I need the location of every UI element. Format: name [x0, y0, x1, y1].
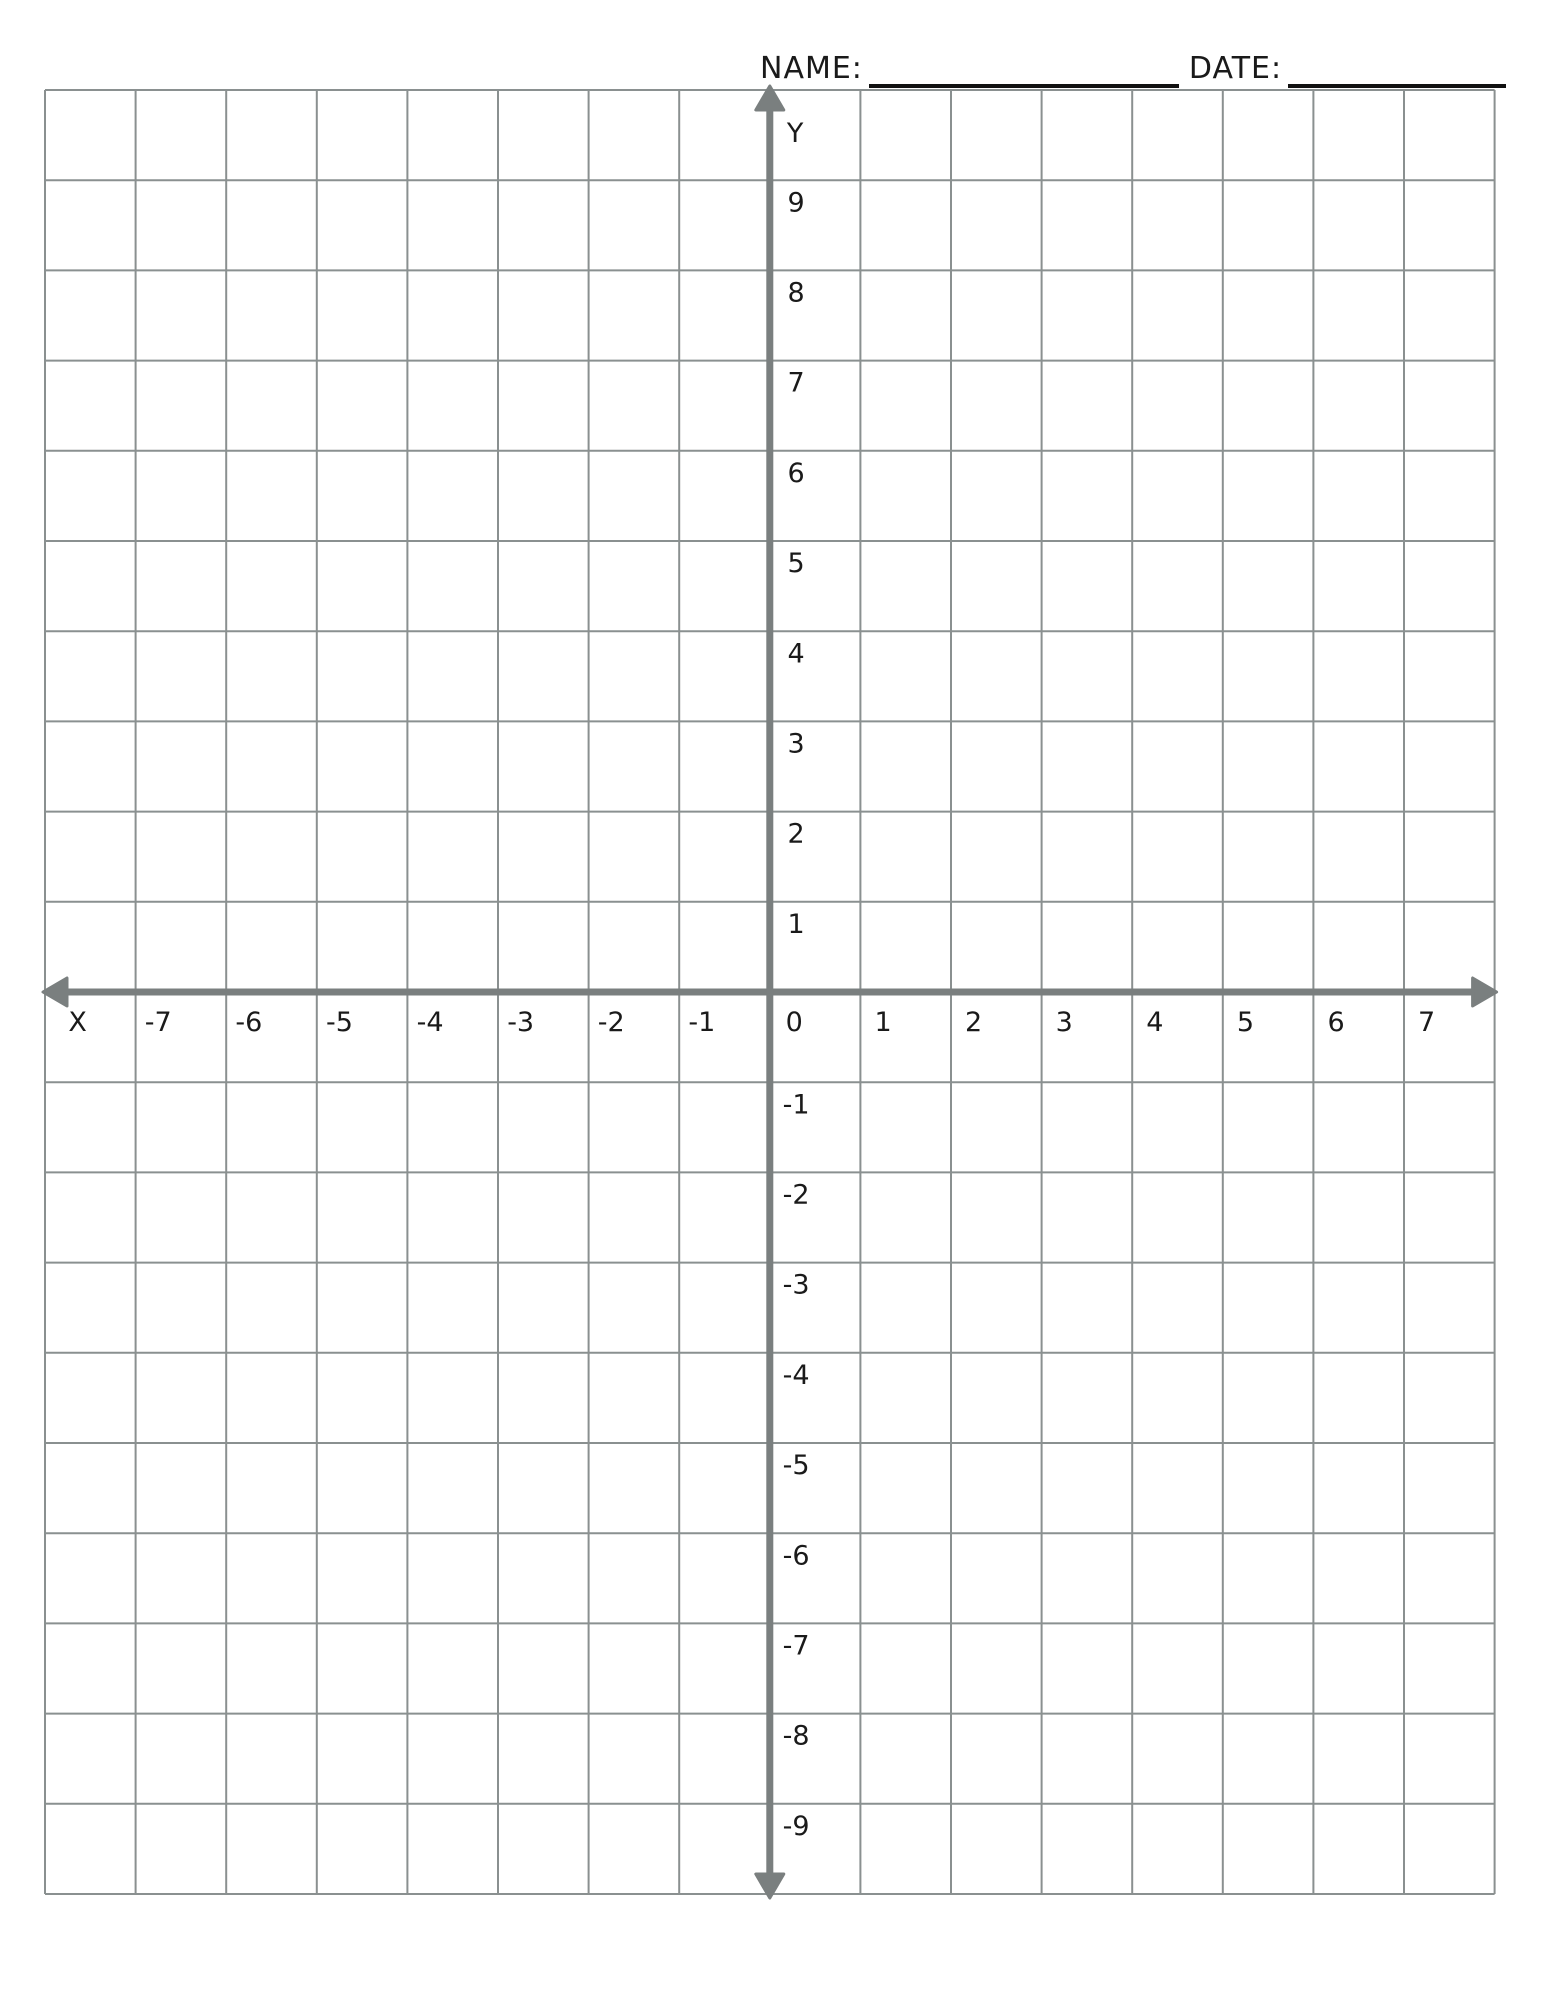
y-tick-label: 5: [787, 548, 805, 580]
x-tick-label-0: 0: [785, 1007, 803, 1039]
x-tick-label: -7: [144, 1007, 172, 1039]
y-tick-label: -9: [782, 1810, 810, 1842]
y-tick-label: 3: [787, 728, 805, 760]
x-tick-label: -2: [597, 1007, 625, 1039]
y-tick-label: 7: [787, 367, 805, 399]
x-tick-label: 5: [1236, 1007, 1255, 1039]
x-axis-title: X: [68, 1007, 87, 1039]
y-tick-label: -8: [782, 1720, 810, 1752]
y-tick-label: 2: [787, 818, 805, 850]
name-label: NAME:: [760, 51, 863, 86]
y-tick-label: 8: [787, 277, 805, 309]
x-tick-label: -4: [416, 1007, 444, 1039]
x-tick-label: -5: [325, 1007, 353, 1039]
x-tick-label: 4: [1146, 1007, 1164, 1039]
x-tick-label: 1: [874, 1007, 892, 1039]
y-tick-label: 6: [787, 457, 805, 489]
y-tick-label: -7: [782, 1630, 810, 1662]
x-tick-label: 7: [1418, 1007, 1436, 1039]
x-tick-label: -6: [235, 1007, 263, 1039]
x-tick-label: 6: [1327, 1007, 1345, 1039]
x-tick-label: 3: [1055, 1007, 1073, 1039]
x-tick-label: -3: [507, 1007, 535, 1039]
axis-labels: [68, 118, 1435, 1842]
x-tick-label: -1: [688, 1007, 716, 1039]
x-axis-left-arrow: [43, 978, 67, 1006]
date-label: DATE:: [1188, 51, 1283, 86]
y-tick-label: -2: [782, 1179, 810, 1211]
x-tick-label: 2: [965, 1007, 983, 1039]
y-tick-label: 4: [787, 638, 805, 670]
y-tick-label: -6: [782, 1540, 810, 1572]
x-axis-right-arrow: [1473, 978, 1497, 1006]
y-tick-label: -4: [782, 1359, 810, 1391]
y-tick-label: 1: [787, 908, 805, 940]
y-tick-label: -3: [782, 1269, 810, 1301]
y-tick-label: -1: [782, 1089, 810, 1121]
axes: [43, 86, 1497, 1898]
y-tick-label: -5: [782, 1450, 810, 1482]
y-tick-label: 9: [787, 187, 805, 219]
y-axis-title: Y: [786, 117, 804, 149]
